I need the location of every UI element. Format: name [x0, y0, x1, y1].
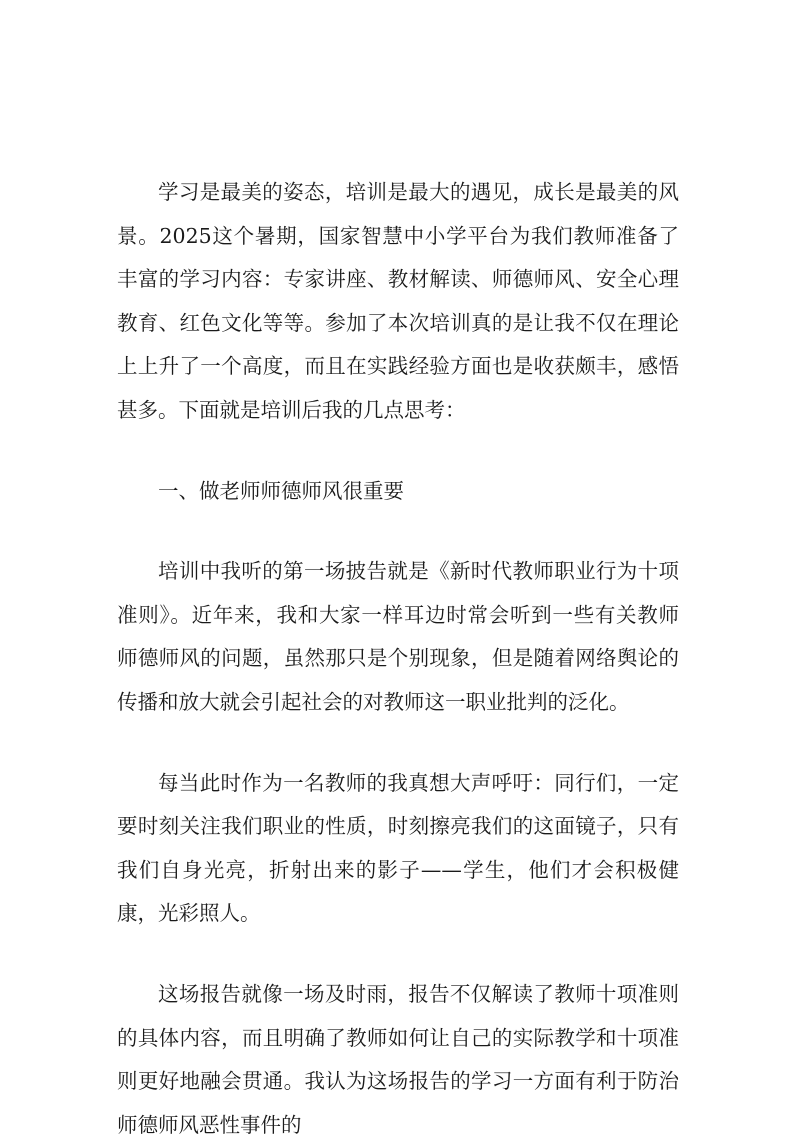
paragraph-spacer — [117, 725, 679, 762]
body-paragraph-1: 培训中我听的第一场披告就是《新时代教师职业行为十项准则》。近年来，我和大家一样耳边时常会听到一些有关教师师德师风的问题，虽然那只是个别现象，但是随着网络舆论的传播和放大就会引起社会的对教师这一职业批判的泛化。 — [117, 559, 679, 714]
document-page — [117, 171, 679, 1147]
body-paragraph-2: 每当此时作为一名教师的我真想大声呼吁：同行们，一定要时刻关注我们职业的性质，时刻擦亮我们的这面镜子，只有我们自身光亮，折射出来的影子——学生，他们才会积极健康，光彩照人。 — [117, 770, 679, 926]
paragraph-spacer — [117, 936, 679, 973]
paragraph-spacer — [117, 433, 679, 470]
intro-paragraph: 学习是最美的姿态，培训是最大的遇见，成长是最美的风景。2025这个暑期，国家智慧中小学平台为我们教师准备了丰富的学习内容：专家讲座、教材解读、师德师风、安全心理教育、红色文化等等。参加了本次培训真的是让我不仅在理论上上升了一个高度，而且在实践经验方面也是收获颇丰，感悟甚多。下面就是培训后我的几点思考： — [117, 180, 679, 422]
paragraph-spacer — [117, 513, 679, 550]
body-paragraph-3: 这场报告就像一场及时雨，报告不仅解读了教师十项准则的具体内容，而且明确了教师如何让自己的实际教学和十项准则更好地融会贯通。我认为这场报告的学习一方面有利于防治师德师风恶性事件的 — [117, 981, 679, 1137]
section-heading-1: 一、做老师师德师风很重要 — [158, 478, 404, 503]
